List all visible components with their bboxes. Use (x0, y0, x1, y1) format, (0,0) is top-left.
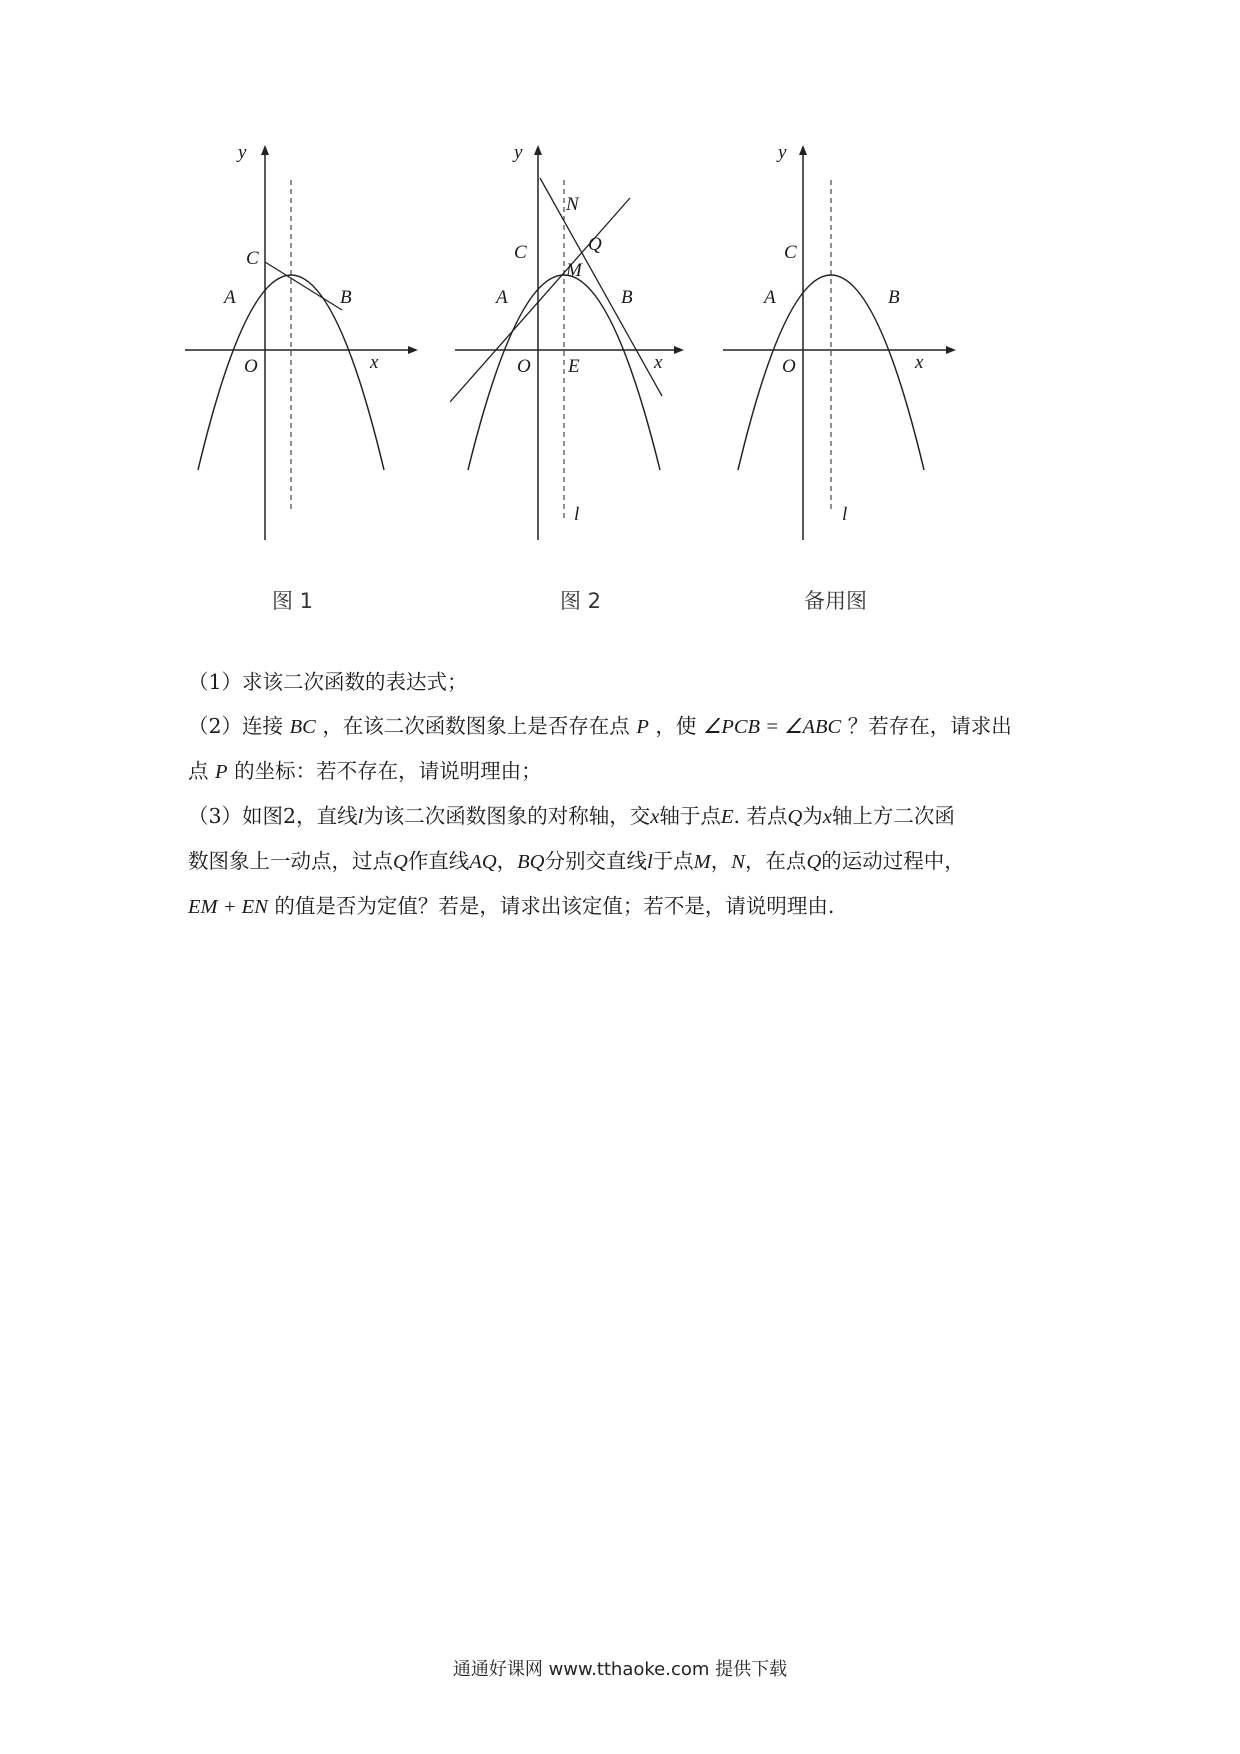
label-l: l (842, 504, 848, 525)
q3-math-m: M (693, 851, 711, 873)
q3-text: 于点 (652, 849, 694, 873)
q3-math-x: x (650, 806, 660, 828)
label-n: N (566, 194, 579, 215)
label-b: B (888, 287, 900, 308)
q2-math-angle: ∠PCB = ∠ABC (702, 716, 842, 738)
q3-math-l: l (357, 806, 364, 828)
label-a: A (496, 287, 508, 308)
question-list (188, 660, 1068, 929)
label-b: B (621, 287, 633, 308)
q3-text: 轴于点 (659, 804, 721, 828)
q3-text: 的运动过程中， (821, 849, 965, 873)
q3-math-e: E (720, 806, 734, 828)
q3-text: ， (710, 849, 732, 873)
q3-math-n: N (731, 851, 745, 873)
q3-math-q: Q (787, 806, 803, 828)
q2-math-p: P (215, 761, 228, 783)
figure-1 (180, 140, 440, 560)
line-bq (540, 178, 662, 396)
figure-1-graph (180, 140, 440, 560)
y-axis-arrow (799, 145, 807, 155)
q2-text: （2）连接 (188, 714, 284, 738)
q3-math-q: Q (393, 851, 408, 873)
q2-text: ，在该二次函数图象上是否存在点 (322, 714, 630, 738)
page-footer: 通通好课网 www.tthaoke.com 提供下载 (452, 1659, 788, 1680)
q3-text: 作直线 (407, 849, 470, 873)
label-m: M (566, 260, 582, 281)
question-3 (188, 794, 1068, 929)
q3-math-aq: AQ (469, 851, 497, 873)
q2-math-bc: BC (289, 716, 316, 738)
y-axis-arrow (261, 145, 269, 155)
q3-text: 轴上方二次函 (831, 804, 955, 828)
caption-figure-2: 图 2 (560, 589, 602, 613)
caption-figure-1: 图 1 (272, 589, 314, 613)
label-l: l (574, 504, 580, 525)
q3-math-bq: BQ (517, 851, 545, 873)
q3-text: 为 (802, 804, 823, 828)
label-y: y (778, 142, 787, 163)
label-y: y (238, 142, 247, 163)
label-e: E (568, 356, 580, 377)
label-c: C (514, 242, 527, 263)
q3-text: ， (496, 849, 518, 873)
q3-math-q: Q (806, 851, 822, 873)
q3-math-em-en: EM + EN (188, 896, 268, 918)
label-c: C (246, 248, 259, 269)
q3-text: 分别交直线 (544, 849, 647, 873)
label-a: A (764, 287, 776, 308)
q3-text: 为该二次函数图象的对称轴，交 (363, 804, 651, 828)
figure-3-graph (718, 140, 978, 560)
label-x: x (915, 352, 924, 373)
question-1-text: （1）求该二次函数的表达式； (188, 670, 468, 694)
figure-2 (450, 140, 710, 560)
q3-math-x: x (822, 806, 832, 828)
label-o: O (244, 356, 258, 377)
q2-text: 的坐标：若不存在，请说明理由； (234, 759, 542, 783)
q3-text: . 若点 (733, 804, 788, 828)
label-c: C (784, 242, 797, 263)
figure-3 (718, 140, 978, 560)
y-axis-arrow (534, 145, 542, 155)
figure-2-graph (450, 140, 710, 560)
label-o: O (517, 356, 531, 377)
line-aq (450, 198, 630, 402)
q2-text: ，使 (655, 714, 697, 738)
label-b: B (340, 287, 352, 308)
label-q: Q (588, 234, 602, 255)
q3-text: ，在点 (744, 849, 807, 873)
q2-text: 点 (188, 759, 209, 783)
x-axis-arrow (408, 346, 418, 354)
label-x: x (370, 352, 379, 373)
segment-cb (265, 262, 342, 310)
q3-text: （3）如图2，直线 (188, 804, 358, 828)
q3-text: 数图象上一动点，过点 (188, 849, 393, 873)
label-o: O (782, 356, 796, 377)
q2-text: ？若存在，请求出 (847, 714, 1012, 738)
question-1 (188, 660, 1068, 704)
q3-text: 的值是否为定值？若是，请求出该定值；若不是，请说明理由. (274, 894, 835, 918)
label-x: x (654, 352, 663, 373)
q3-math-l: l (646, 851, 653, 873)
question-2 (188, 704, 1068, 794)
q2-math-p: P (636, 716, 649, 738)
caption-figure-3: 备用图 (804, 589, 867, 613)
label-a: A (224, 287, 236, 308)
x-axis-arrow (946, 346, 956, 354)
label-y: y (514, 142, 523, 163)
x-axis-arrow (674, 346, 684, 354)
